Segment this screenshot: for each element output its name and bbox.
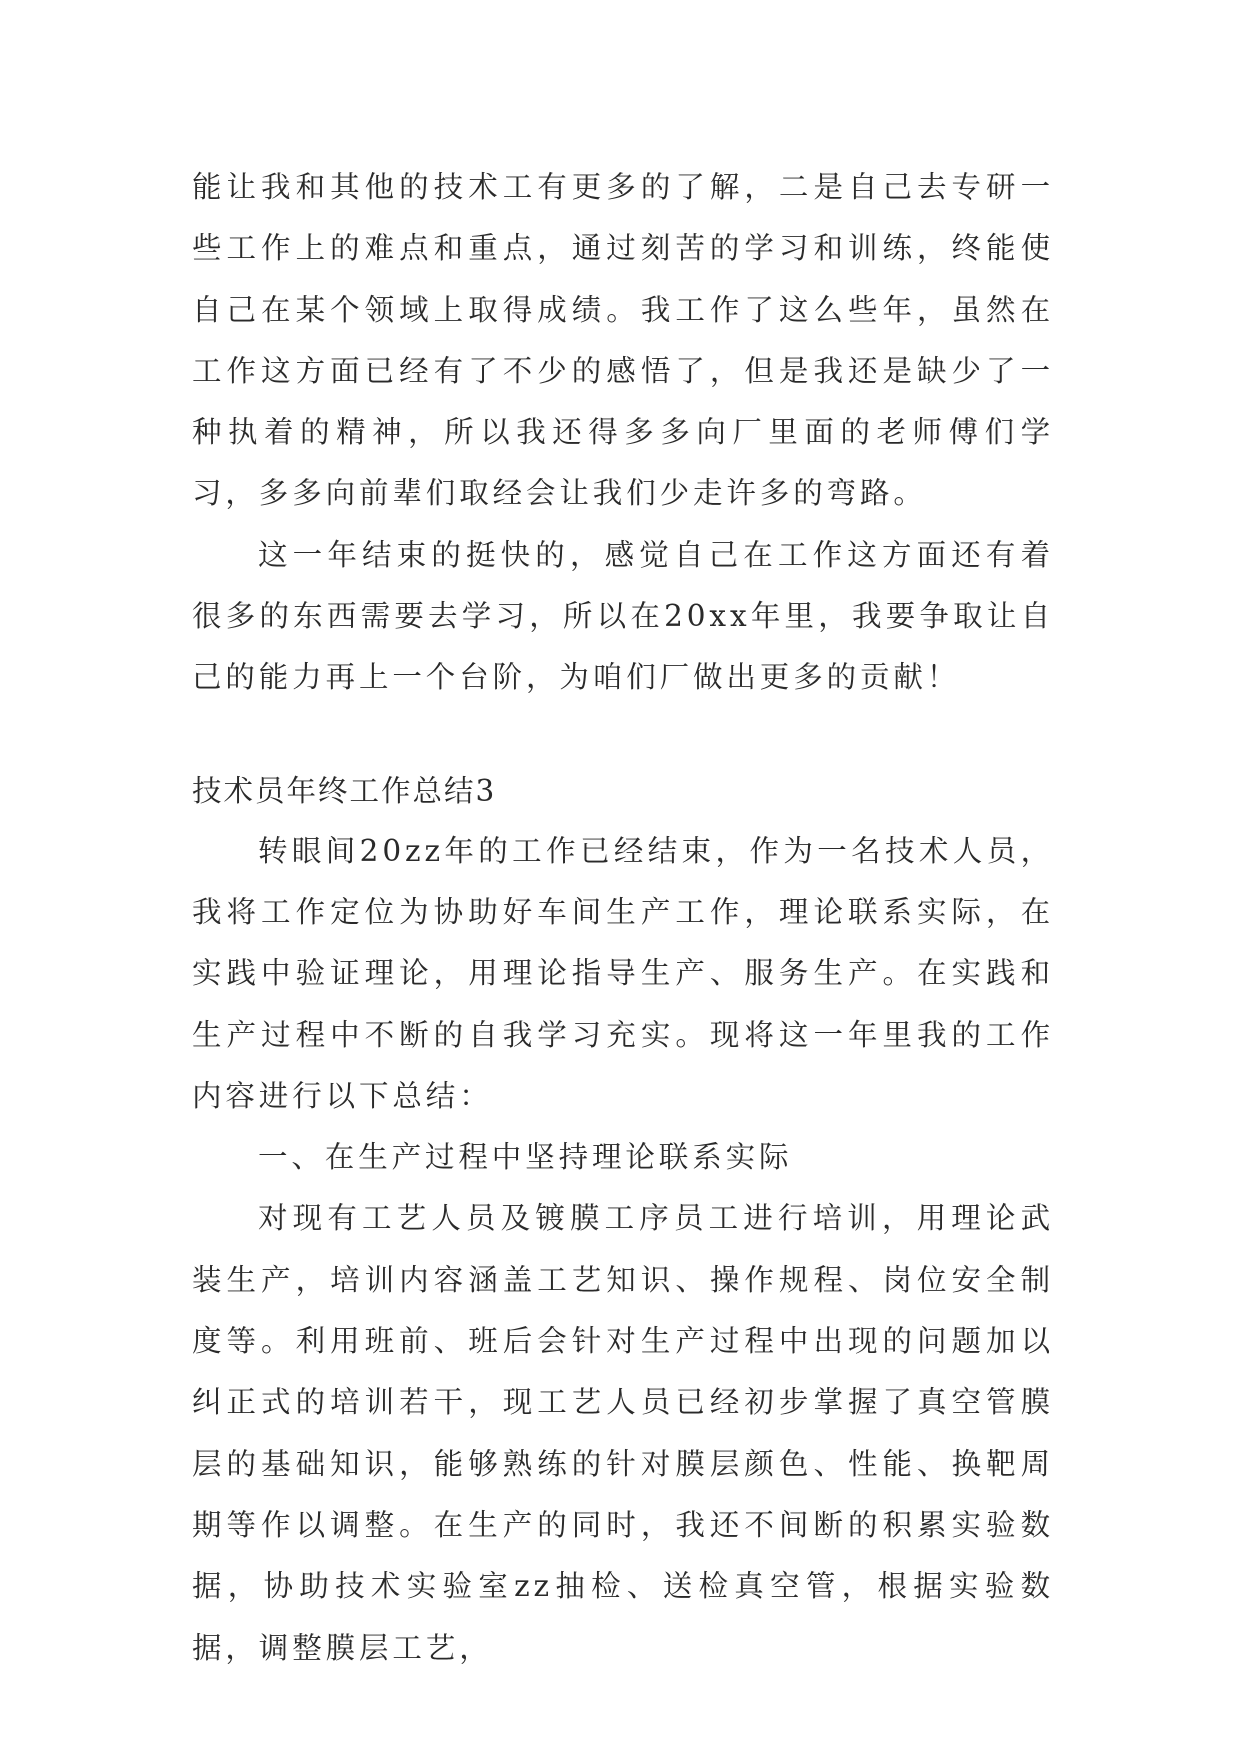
section-heading: 技术员年终工作总结3 (192, 773, 497, 808)
document-body (192, 157, 1054, 1679)
intro-paragraph: 转眼间20zz年的工作已经结束，作为一名技术人员，我将工作定位为协助好车间生产工作，理论联系实际，在实践中验证理论，用理论指导生产、服务生产。在实践和生产过程中不断的自我学习充实。现将这一年里我的工作内容进行以下总结： (192, 833, 1054, 1113)
continuation-paragraph: 能让我和其他的技术工有更多的了解，二是自己去专研一些工作上的难点和重点，通过刻苦的学习和训练，终能使自己在某个领域上取得成绩。我工作了这么些年，虽然在工作这方面已经有了不少的感悟了，但是我还是缺少了一种执着的精神，所以我还得多多向厂里面的老师傅们学习，多多向前辈们取经会让我们少走许多的弯路。 (192, 170, 1054, 511)
body-paragraph: 对现有工艺人员及镀膜工序员工进行培训，用理论武装生产，培训内容涵盖工艺知识、操作规程、岗位安全制度等。利用班前、班后会针对生产过程中出现的问题加以纠正式的培训若干，现工艺人员已经初步掌握了真空管膜层的基础知识，能够熟练的针对膜层颜色、性能、换靶周期等作以调整。在生产的同时，我还不间断的积累实验数据，协助技术实验室zz抽检、送检真空管，根据实验数据，调整膜层工艺， (192, 1201, 1054, 1665)
closing-paragraph: 这一年结束的挺快的，感觉自己在工作这方面还有着很多的东西需要去学习，所以在20xx年里，我要争取让自己的能力再上一个台阶，为咱们厂做出更多的贡献！ (192, 537, 1054, 695)
subsection-title: 一、在生产过程中坚持理论联系实际 (258, 1140, 793, 1175)
paragraph-spacer (192, 709, 1054, 761)
